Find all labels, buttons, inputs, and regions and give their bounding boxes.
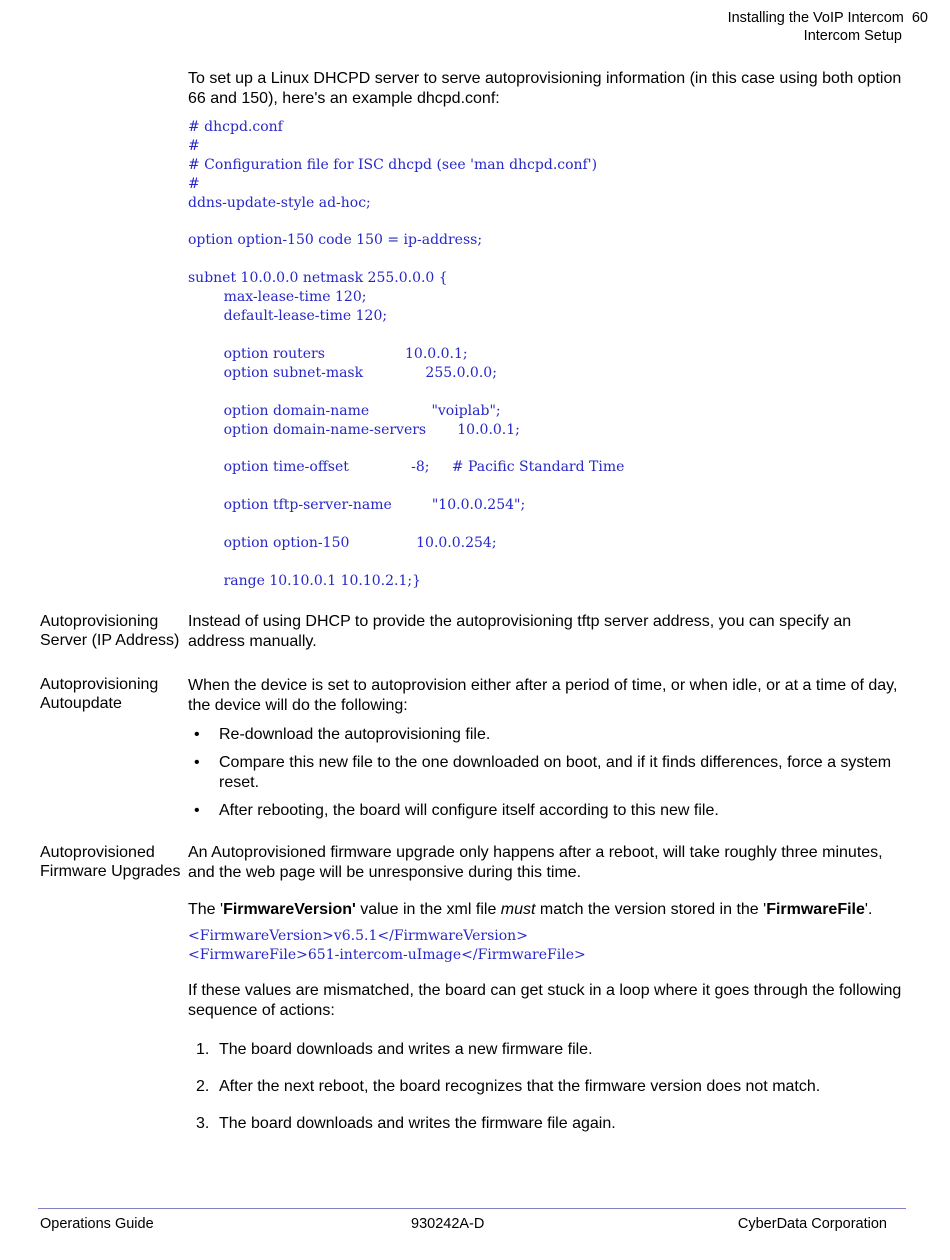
autoupdate-bullet-list <box>188 725 906 821</box>
header-section: Intercom Setup <box>803 28 902 44</box>
side-label-server: Autoprovisioning Server (IP Address) <box>40 613 180 649</box>
autoupdate-paragraph: When the device is set to autoprovision either after a period of time, or when idle, or at a time of day, the device will do the following: <box>188 677 898 714</box>
version-text-1: The ' <box>188 901 224 918</box>
step-number: 2. <box>196 1077 210 1095</box>
list-item <box>188 1077 906 1097</box>
list-item: • Re-download the autoprovisioning file. <box>188 725 906 745</box>
step-text: The board downloads and writes the firmware file again. <box>219 1114 616 1132</box>
firmware-version-term: FirmwareVersion' <box>223 901 356 918</box>
side-label-autoupdate: Autoprovisioning Autoupdate <box>40 676 159 712</box>
step-text: After the next reboot, the board recognizes that the firmware version does not match. <box>219 1077 821 1095</box>
version-text-4: '. <box>864 901 873 918</box>
side-label-firmware: Autoprovisioned Firmware Upgrades <box>40 844 181 880</box>
autoupdate-section <box>188 676 906 829</box>
firmware-file-term: FirmwareFile <box>766 901 865 918</box>
firmware-section <box>188 843 906 1151</box>
firmware-paragraph: An Autoprovisioned firmware upgrade only happens after a reboot, will take roughly three minutes, and the web page will be unresponsive during this time. <box>188 844 883 881</box>
must-emphasis: must <box>500 901 536 918</box>
loop-steps-list <box>188 1040 906 1134</box>
version-text-2: value in the xml file <box>355 901 501 918</box>
step-number: 3. <box>196 1114 210 1132</box>
header-chapter: Installing the VoIP Intercom <box>727 10 904 26</box>
intro-paragraph: To set up a Linux DHCPD server to serve autoprovisioning information (in this case using both option 66 and 150), here's an example dhcpd.conf: <box>188 70 902 107</box>
footer-document-number: 930242A-D <box>411 1216 485 1232</box>
header-line-1 <box>728 9 928 27</box>
footer-company: CyberData Corporation <box>737 1216 887 1232</box>
footer-rule <box>38 1208 906 1209</box>
firmware-version-sentence <box>188 900 906 920</box>
version-text-3: match the version stored in the ' <box>535 901 767 918</box>
step-text: The board downloads and writes a new firmware file. <box>219 1040 593 1058</box>
list-item: • After rebooting, the board will configure itself according to this new file. <box>188 801 906 821</box>
list-item <box>188 1040 906 1060</box>
firmware-xml-code: <FirmwareVersion>v6.5.1</FirmwareVersion> <FirmwareFile>651-intercom-uImage</FirmwareFile> <box>188 928 586 963</box>
list-item <box>188 1114 906 1134</box>
list-item: • Compare this new file to the one downloaded on boot, and if it finds differences, force a system reset. <box>188 753 906 793</box>
footer-guide-name: Operations Guide <box>40 1216 154 1232</box>
page-number: 60 <box>911 10 928 26</box>
step-number: 1. <box>196 1040 210 1058</box>
server-paragraph: Instead of using DHCP to provide the autoprovisioning tftp server address, you can specify an address manually. <box>188 613 852 650</box>
dhcpd-conf-code: # dhcpd.conf # # Configuration file for ISC dhcpd (see 'man dhcpd.conf') # ddns-update-style ad-hoc; option option-150 code 150 = ip-address; subnet 10.0.0.0 netmask 255.0.0.0 { max-lease-time 120; default-lease-time 120; option routers 10.0.0.1; option subnet-mask 255.0.0.0; option domain-name "voiplab"; option domain-name-servers 10.0.0.1; option time-offset -8; # Pacific Standard Time option tftp-server-name "10.0.0.254"; option option-150 10.0.0.254; range 10.10.0.1 10.10.2.1;} <box>188 119 625 589</box>
dhcpd-conf-block <box>188 118 906 591</box>
mismatch-paragraph: If these values are mismatched, the board can get stuck in a loop where it goes through the following sequence of actions: <box>188 981 902 1019</box>
running-header <box>728 9 928 45</box>
